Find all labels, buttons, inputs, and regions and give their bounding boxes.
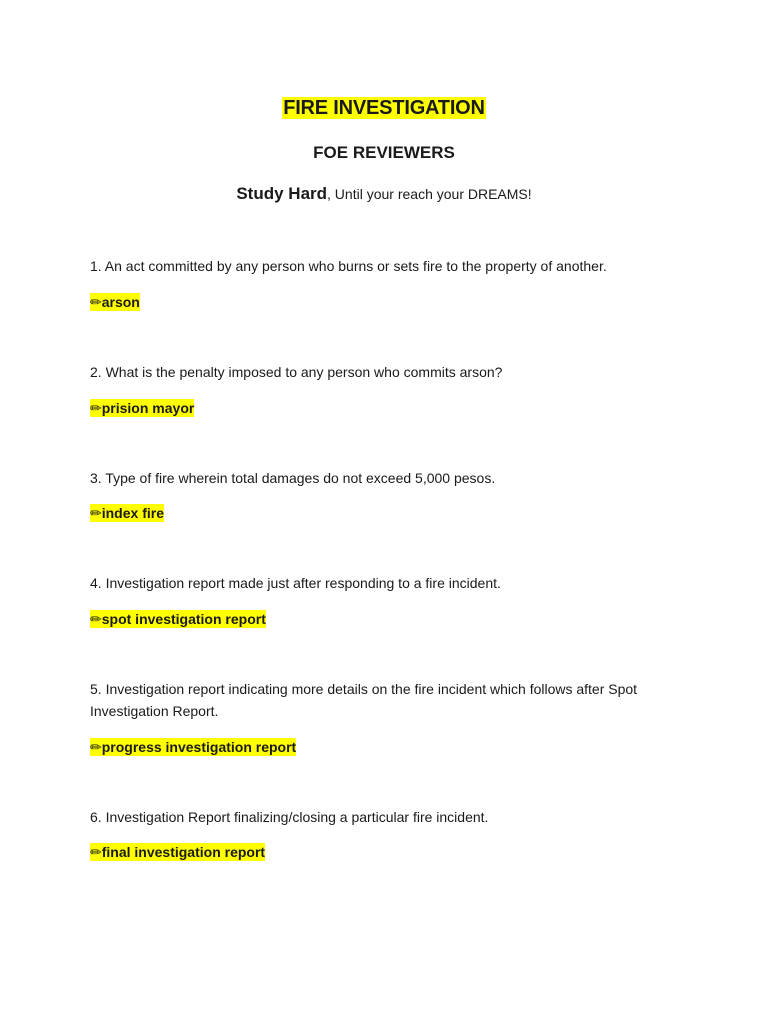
pencil-icon: ✏ bbox=[90, 400, 102, 416]
question-2: 2. What is the penalty imposed to any person who commits arson? bbox=[90, 364, 503, 380]
answer-6-text: final investigation report bbox=[101, 844, 266, 860]
document-title-text: FIRE INVESTIGATION bbox=[283, 97, 485, 119]
answer-4 bbox=[90, 609, 266, 629]
answer-1-text: arson bbox=[101, 294, 140, 310]
answer-3 bbox=[90, 503, 164, 523]
question-6: 6. Investigation Report finalizing/closing a particular fire incident. bbox=[90, 809, 489, 825]
answer-5 bbox=[90, 737, 296, 757]
answer-2-text: prision mayor bbox=[101, 400, 195, 416]
motto-strong: Study Hard bbox=[236, 184, 328, 203]
document-title bbox=[0, 94, 768, 122]
question-1: 1. An act committed by any person who burns or sets fire to the property of another. bbox=[90, 258, 607, 274]
pencil-icon: ✏ bbox=[90, 505, 102, 521]
document-subtitle: FOE REVIEWERS bbox=[313, 143, 455, 162]
answer-6 bbox=[90, 842, 265, 862]
answer-4-text: spot investigation report bbox=[101, 611, 266, 627]
motto bbox=[0, 182, 768, 206]
pencil-icon: ✏ bbox=[90, 739, 102, 755]
answer-5-text: progress investigation report bbox=[101, 739, 297, 755]
pencil-icon: ✏ bbox=[90, 611, 102, 627]
pencil-icon: ✏ bbox=[90, 294, 102, 310]
question-3: 3. Type of fire wherein total damages do not exceed 5,000 pesos. bbox=[90, 470, 496, 486]
question-5: 5. Investigation report indicating more details on the fire incident which follows after Spot Investigation Report. bbox=[90, 681, 638, 719]
answer-1 bbox=[90, 292, 140, 312]
answer-3-text: index fire bbox=[101, 505, 164, 521]
answer-2 bbox=[90, 398, 194, 418]
pencil-icon: ✏ bbox=[90, 844, 102, 860]
motto-rest: , Until your reach your DREAMS! bbox=[327, 186, 532, 202]
question-4: 4. Investigation report made just after responding to a fire incident. bbox=[90, 575, 501, 591]
